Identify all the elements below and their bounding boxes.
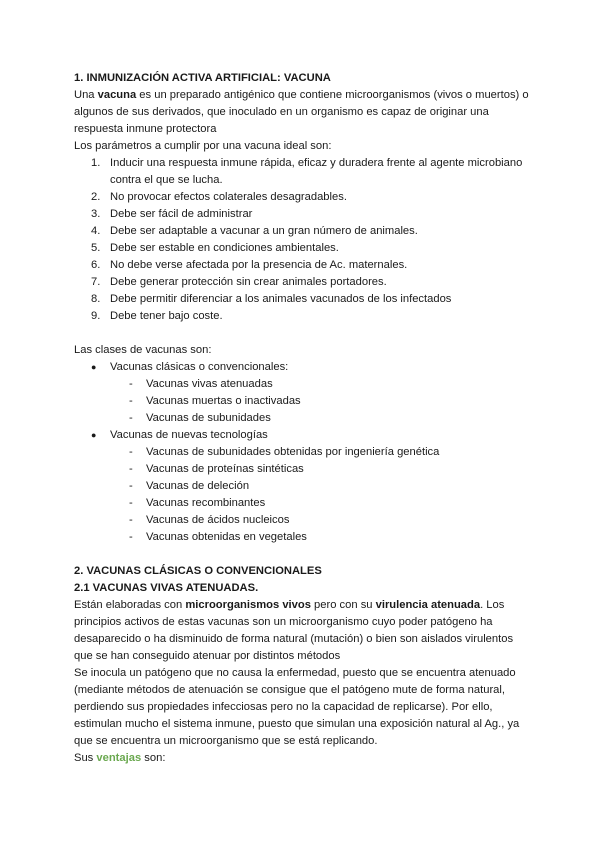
list-item: - Vacunas muertas o inactivadas	[129, 395, 301, 407]
list-item: 2. No provocar efectos colaterales desagradables.	[91, 191, 347, 203]
list-item: - Vacunas vivas atenuadas	[129, 378, 273, 390]
list-item: 9. Debe tener bajo coste.	[91, 310, 223, 322]
bullet-icon: ●	[91, 430, 97, 440]
section1-heading: 1. INMUNIZACIÓN ACTIVA ARTIFICIAL: VACUNA	[74, 72, 331, 84]
definition-pre: Una	[74, 89, 98, 101]
list-item: ● Vacunas de nuevas tecnologías - Vacunas de subunidades obtenidas por ingeniería genética - Vacunas de proteínas sintéticas - Vacunas de deleción - Vacunas recombinantes - Vacunas de ácidos nucleicos - Vacunas obtenidas en vegetales	[110, 427, 534, 546]
list-item: - Vacunas de deleción	[129, 480, 250, 492]
bullet-icon: ●	[91, 362, 97, 372]
list-item: 7. Debe generar protección sin crear animales portadores.	[91, 276, 387, 288]
sublist	[110, 444, 534, 546]
list-item: - Vacunas de subunidades	[129, 412, 271, 424]
advantages-highlight: ventajas	[96, 752, 142, 764]
list-item: 6. No debe verse afectada por la presencia de Ac. maternales.	[91, 259, 408, 271]
attenuated-explanation: Se inocula un patógeno que no causa la enfermedad, puesto que se encuentra atenuado (mediante métodos de atenuación se consigue que el patógeno mute de forma natural, perdiendo sus propiedades infecciosas pero no la capacidad de replicarse). Por ello, estimulan mucho el sistema inmune, puesto que simulan una exposición natural al Ag., ya que se encuentra un microorganismo que se está replicando.	[74, 667, 520, 747]
spacer	[74, 546, 534, 563]
list-item: 8. Debe permitir diferenciar a los animales vacunados de los infectados	[91, 293, 452, 305]
list-item: - Vacunas de ácidos nucleicos	[129, 514, 290, 526]
list-item: ● Vacunas clásicas o convencionales: - Vacunas vivas atenuadas - Vacunas muertas o inactivadas - Vacunas de subunidades	[110, 359, 534, 427]
list-item: - Vacunas de proteínas sintéticas	[129, 463, 304, 475]
document-page	[74, 70, 534, 767]
advantages-intro: Sus ventajas son:	[74, 752, 166, 764]
list-item: 3. Debe ser fácil de administrar	[91, 208, 253, 220]
sublist	[110, 376, 534, 427]
classes-list	[74, 359, 534, 546]
definition-bold-term: vacuna	[97, 89, 137, 101]
spacer	[74, 325, 534, 342]
section2-subheading: 2.1 VACUNAS VIVAS ATENUADAS.	[74, 582, 259, 594]
params-intro: Los parámetros a cumplir por una vacuna ideal son:	[74, 140, 332, 152]
list-item: 4. Debe ser adaptable a vacunar a un gran número de animales.	[91, 225, 418, 237]
list-item: - Vacunas obtenidas en vegetales	[129, 531, 307, 543]
list-item: - Vacunas recombinantes	[129, 497, 266, 509]
vaccine-definition	[74, 87, 534, 138]
list-item: 5. Debe ser estable en condiciones ambientales.	[91, 242, 339, 254]
classes-intro: Las clases de vacunas son:	[74, 344, 212, 356]
params-list	[74, 155, 534, 325]
definition-post: es un preparado antigénico que contiene microorganismos (vivos o muertos) o algunos de sus derivados, que inoculado en un organismo es capaz de originar una respuesta inmune protectora	[74, 89, 529, 135]
list-item: 1. Inducir una respuesta inmune rápida, eficaz y duradera frente al agente microbiano contra el que se lucha.	[91, 157, 523, 186]
attenuated-description: Están elaboradas con microorganismos vivos pero con su virulencia atenuada. Los principios activos de estas vacunas son un microorganismo cuyo poder patógeno ha desaparecido o ha disminuido de forma natural (mutación) o bien son aislados virulentos que se han conseguido atenuar por distintos métodos	[74, 599, 514, 662]
section2-heading: 2. VACUNAS CLÁSICAS O CONVENCIONALES	[74, 565, 322, 577]
list-item: - Vacunas de subunidades obtenidas por ingeniería genética	[129, 446, 440, 458]
